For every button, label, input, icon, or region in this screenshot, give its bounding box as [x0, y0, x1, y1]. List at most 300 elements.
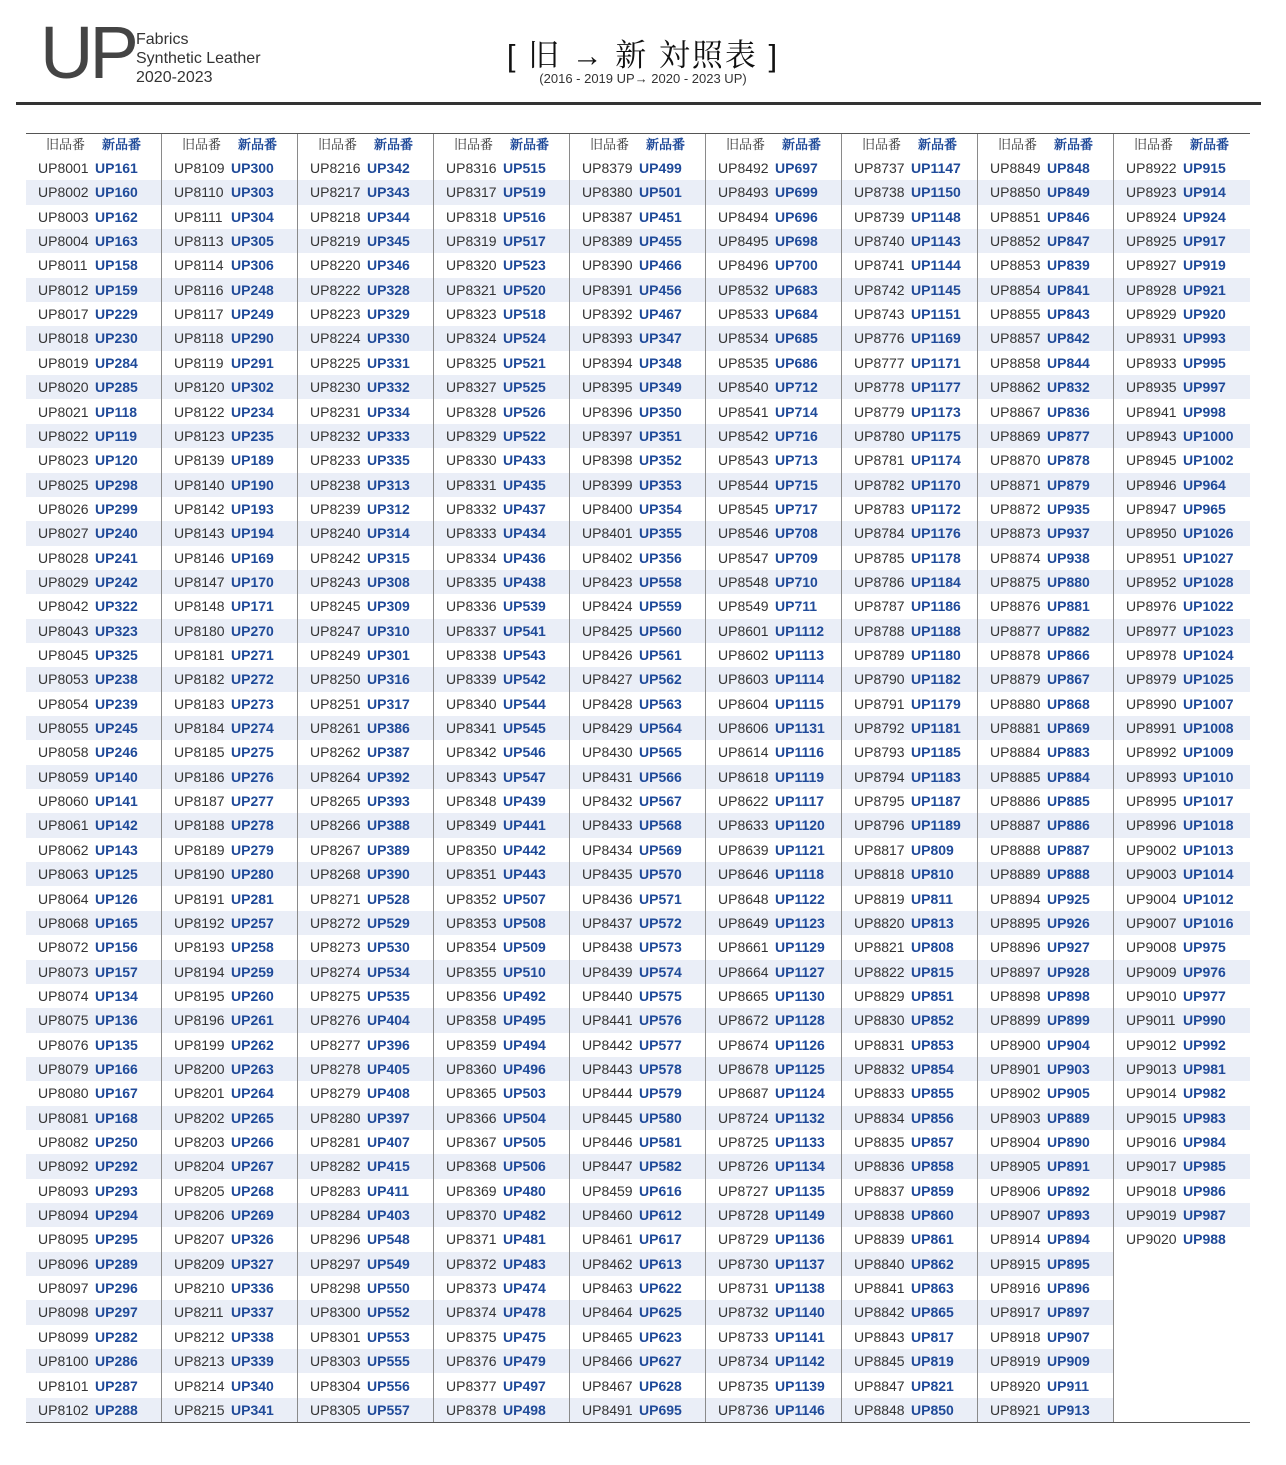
old-code: UP8788 — [854, 622, 905, 639]
table-row — [26, 253, 161, 277]
old-code: UP8243 — [310, 573, 361, 590]
old-code: UP8885 — [990, 768, 1041, 785]
new-code: UP331 — [367, 354, 410, 371]
table-row — [26, 400, 161, 424]
old-code: UP8888 — [990, 841, 1041, 858]
old-code: UP9014 — [1126, 1085, 1177, 1102]
table-row — [978, 813, 1113, 837]
new-code: UP441 — [503, 817, 546, 834]
new-code: UP336 — [231, 1280, 274, 1297]
header-old-code: 旧品番 — [454, 137, 494, 152]
table-row — [842, 253, 977, 277]
table-row — [26, 156, 161, 180]
old-code: UP8738 — [854, 184, 905, 201]
table-row — [434, 887, 569, 911]
new-code: UP194 — [231, 525, 274, 542]
new-code: UP935 — [1047, 500, 1090, 517]
new-code: UP163 — [95, 233, 138, 250]
column-header — [842, 134, 977, 156]
logo-line-material: Synthetic Leather — [136, 50, 261, 67]
table-row — [706, 838, 841, 862]
new-code: UP888 — [1047, 866, 1090, 883]
table-row — [978, 1203, 1113, 1227]
new-code: UP852 — [911, 1012, 954, 1029]
table-row — [706, 594, 841, 618]
new-code: UP267 — [231, 1158, 274, 1175]
table-row — [298, 813, 433, 837]
old-code: UP8375 — [446, 1328, 497, 1345]
new-code: UP134 — [95, 987, 138, 1004]
table-row — [978, 1325, 1113, 1349]
old-code: UP9010 — [1126, 987, 1177, 1004]
old-code: UP8977 — [1126, 622, 1177, 639]
new-code: UP1145 — [911, 281, 961, 298]
new-code: UP276 — [231, 768, 274, 785]
new-code: UP159 — [95, 281, 138, 298]
new-code: UP535 — [367, 987, 410, 1004]
old-code: UP8230 — [310, 379, 361, 396]
new-code: UP393 — [367, 793, 410, 810]
table-row — [434, 205, 569, 229]
table-row — [842, 692, 977, 716]
old-code: UP8854 — [990, 281, 1041, 298]
old-code: UP8380 — [582, 184, 633, 201]
table-row — [706, 911, 841, 935]
old-code: UP8335 — [446, 573, 497, 590]
new-code: UP348 — [639, 354, 682, 371]
old-code: UP8444 — [582, 1085, 633, 1102]
header-new-code: 新品番 — [1190, 137, 1230, 152]
table-row — [298, 278, 433, 302]
table-row — [298, 1154, 433, 1178]
old-code: UP8316 — [446, 160, 497, 176]
table-row — [26, 570, 161, 594]
table-row — [434, 400, 569, 424]
new-code: UP354 — [639, 500, 682, 517]
table-row — [706, 180, 841, 204]
old-code: UP8353 — [446, 914, 497, 931]
new-code: UP700 — [775, 257, 818, 274]
new-code: UP1124 — [775, 1085, 825, 1102]
old-code: UP8796 — [854, 817, 905, 834]
old-code: UP8101 — [38, 1377, 89, 1394]
old-code: UP8337 — [446, 622, 497, 639]
new-code: UP396 — [367, 1036, 410, 1053]
old-code: UP8649 — [718, 914, 769, 931]
new-code: UP1176 — [911, 525, 961, 542]
old-code: UP8360 — [446, 1060, 497, 1077]
old-code: UP8447 — [582, 1158, 633, 1175]
old-code: UP8018 — [38, 330, 89, 347]
old-code: UP8852 — [990, 233, 1041, 250]
table-row — [1114, 789, 1250, 813]
table-row — [26, 960, 161, 984]
old-code: UP8795 — [854, 793, 905, 810]
new-code: UP1184 — [911, 573, 961, 590]
table-row — [842, 1154, 977, 1178]
old-code: UP8778 — [854, 379, 905, 396]
old-code: UP8336 — [446, 598, 497, 615]
old-code: UP8183 — [174, 695, 225, 712]
table-row — [1114, 205, 1250, 229]
table-row — [706, 302, 841, 326]
table-row — [162, 1057, 297, 1081]
old-code: UP8303 — [310, 1353, 361, 1370]
new-code: UP280 — [231, 866, 274, 883]
old-code: UP8189 — [174, 841, 225, 858]
old-code: UP8867 — [990, 403, 1041, 420]
old-code: UP8277 — [310, 1036, 361, 1053]
old-code: UP8603 — [718, 671, 769, 688]
old-code: UP8661 — [718, 939, 769, 956]
new-code: UP329 — [367, 306, 410, 323]
old-code: UP8180 — [174, 622, 225, 639]
old-code: UP8222 — [310, 281, 361, 298]
old-code: UP8267 — [310, 841, 361, 858]
conversion-table — [26, 133, 1250, 1423]
table-row — [706, 643, 841, 667]
old-code: UP8463 — [582, 1280, 633, 1297]
old-code: UP9016 — [1126, 1134, 1177, 1150]
table-row — [1114, 594, 1250, 618]
new-code: UP886 — [1047, 817, 1090, 834]
table-row — [842, 229, 977, 253]
new-code: UP699 — [775, 184, 818, 201]
old-code: UP8897 — [990, 963, 1041, 980]
old-code: UP8272 — [310, 914, 361, 931]
table-row — [298, 984, 433, 1008]
table-row — [434, 765, 569, 789]
new-code: UP685 — [775, 330, 818, 347]
new-code: UP1180 — [911, 647, 961, 663]
table-row — [706, 984, 841, 1008]
table-row — [570, 1349, 705, 1373]
new-code: UP492 — [503, 987, 546, 1004]
old-code: UP8924 — [1126, 208, 1177, 225]
new-code: UP166 — [95, 1060, 138, 1077]
old-code: UP8540 — [718, 379, 769, 396]
new-code: UP264 — [231, 1085, 274, 1102]
table-row — [570, 887, 705, 911]
old-code: UP8332 — [446, 500, 497, 517]
table-row — [298, 1203, 433, 1227]
old-code: UP8325 — [446, 354, 497, 371]
new-code: UP437 — [503, 500, 546, 517]
old-code: UP8428 — [582, 695, 633, 712]
new-code: UP990 — [1183, 1012, 1226, 1029]
old-code: UP8207 — [174, 1231, 225, 1248]
old-code: UP8461 — [582, 1231, 633, 1248]
old-code: UP8391 — [582, 281, 633, 298]
new-code: UP1116 — [775, 744, 825, 761]
new-code: UP508 — [503, 914, 546, 931]
old-code: UP8996 — [1126, 817, 1177, 834]
table-row — [162, 1398, 297, 1422]
old-code: UP8880 — [990, 695, 1041, 712]
old-code: UP8952 — [1126, 573, 1177, 590]
new-code: UP981 — [1183, 1060, 1226, 1077]
old-code: UP8142 — [174, 500, 225, 517]
table-row — [434, 1203, 569, 1227]
old-code: UP8841 — [854, 1280, 905, 1297]
new-code: UP190 — [231, 476, 274, 493]
table-row — [706, 497, 841, 521]
new-code: UP341 — [231, 1401, 274, 1418]
header-old-code: 旧品番 — [726, 137, 766, 152]
new-code: UP498 — [503, 1401, 546, 1418]
header-new-code: 新品番 — [374, 137, 414, 152]
table-row — [162, 1374, 297, 1398]
table-row — [298, 1033, 433, 1057]
old-code: UP8282 — [310, 1158, 361, 1175]
new-code: UP1171 — [911, 354, 961, 371]
table-row — [570, 1398, 705, 1422]
new-code: UP1120 — [775, 817, 825, 834]
table-row — [1114, 302, 1250, 326]
table-row — [978, 1276, 1113, 1300]
old-code: UP8870 — [990, 452, 1041, 469]
table-row — [298, 619, 433, 643]
new-code: UP1188 — [911, 622, 961, 639]
table-row — [978, 765, 1113, 789]
old-code: UP8729 — [718, 1231, 769, 1248]
old-code: UP8622 — [718, 793, 769, 810]
old-code: UP9015 — [1126, 1109, 1177, 1126]
old-code: UP8389 — [582, 233, 633, 250]
table-row — [26, 935, 161, 959]
old-code: UP8842 — [854, 1304, 905, 1321]
new-code: UP885 — [1047, 793, 1090, 810]
header-divider — [16, 102, 1261, 105]
old-code: UP8020 — [38, 379, 89, 396]
table-row — [434, 1106, 569, 1130]
old-code: UP8001 — [38, 160, 89, 176]
table-row — [434, 1325, 569, 1349]
table-row — [978, 473, 1113, 497]
table-row — [706, 1154, 841, 1178]
table-row — [978, 716, 1113, 740]
old-code: UP9012 — [1126, 1036, 1177, 1053]
table-row — [842, 1325, 977, 1349]
old-code: UP8925 — [1126, 233, 1177, 250]
table-row — [978, 1398, 1113, 1422]
old-code: UP8342 — [446, 744, 497, 761]
old-code: UP8633 — [718, 817, 769, 834]
old-code: UP8185 — [174, 744, 225, 761]
old-code: UP8929 — [1126, 306, 1177, 323]
table-row — [434, 546, 569, 570]
new-code: UP548 — [367, 1231, 410, 1248]
new-code: UP1022 — [1183, 598, 1234, 615]
table-row — [842, 935, 977, 959]
new-code: UP1012 — [1183, 890, 1234, 907]
old-code: UP8542 — [718, 427, 769, 444]
new-code: UP1144 — [911, 257, 961, 274]
new-code: UP850 — [911, 1401, 954, 1418]
new-code: UP1141 — [775, 1328, 825, 1345]
new-code: UP878 — [1047, 452, 1090, 469]
old-code: UP8076 — [38, 1036, 89, 1053]
new-code: UP928 — [1047, 963, 1090, 980]
old-code: UP8532 — [718, 281, 769, 298]
table-row — [298, 253, 433, 277]
new-code: UP162 — [95, 208, 138, 225]
new-code: UP879 — [1047, 476, 1090, 493]
old-code: UP8240 — [310, 525, 361, 542]
old-code: UP8402 — [582, 549, 633, 566]
old-code: UP8495 — [718, 233, 769, 250]
new-code: UP1134 — [775, 1158, 825, 1175]
old-code: UP8492 — [718, 160, 769, 176]
new-code: UP986 — [1183, 1182, 1226, 1199]
new-code: UP317 — [367, 695, 410, 712]
new-code: UP342 — [367, 160, 410, 176]
old-code: UP8217 — [310, 184, 361, 201]
old-code: UP8297 — [310, 1255, 361, 1272]
old-code: UP8329 — [446, 427, 497, 444]
new-code: UP695 — [639, 1401, 682, 1418]
table-row — [978, 546, 1113, 570]
old-code: UP8011 — [38, 257, 88, 274]
new-code: UP821 — [911, 1377, 954, 1394]
old-code: UP8833 — [854, 1085, 905, 1102]
new-code: UP480 — [503, 1182, 546, 1199]
old-code: UP8687 — [718, 1085, 769, 1102]
new-code: UP261 — [231, 1012, 274, 1029]
old-code: UP8318 — [446, 208, 497, 225]
old-code: UP8397 — [582, 427, 633, 444]
new-code: UP501 — [639, 184, 682, 201]
table-row — [978, 1227, 1113, 1251]
old-code: UP8339 — [446, 671, 497, 688]
new-code: UP351 — [639, 427, 682, 444]
old-code: UP8547 — [718, 549, 769, 566]
table-row — [1114, 448, 1250, 472]
table-row — [570, 911, 705, 935]
old-code: UP8784 — [854, 525, 905, 542]
old-code: UP8097 — [38, 1280, 89, 1297]
old-code: UP8887 — [990, 817, 1041, 834]
table-row — [1114, 813, 1250, 837]
table-row — [570, 935, 705, 959]
table-row — [162, 716, 297, 740]
old-code: UP8365 — [446, 1085, 497, 1102]
old-code: UP8837 — [854, 1182, 905, 1199]
table-row — [162, 594, 297, 618]
new-code: UP843 — [1047, 306, 1090, 323]
new-code: UP525 — [503, 379, 546, 396]
old-code: UP8379 — [582, 160, 633, 176]
table-row — [26, 351, 161, 375]
table-row — [434, 229, 569, 253]
old-code: UP8232 — [310, 427, 361, 444]
new-code: UP286 — [95, 1353, 138, 1370]
old-code: UP8947 — [1126, 500, 1177, 517]
old-code: UP8493 — [718, 184, 769, 201]
table-row — [1114, 1227, 1250, 1251]
old-code: UP8733 — [718, 1328, 769, 1345]
new-code: UP313 — [367, 476, 410, 493]
table-row — [298, 156, 433, 180]
table-row — [706, 1227, 841, 1251]
table-row — [570, 1008, 705, 1032]
old-code: UP8900 — [990, 1036, 1041, 1053]
old-code: UP8889 — [990, 866, 1041, 883]
old-code: UP8549 — [718, 598, 769, 615]
new-code: UP248 — [231, 281, 274, 298]
table-row — [978, 960, 1113, 984]
logo-line-years: 2020-2023 — [136, 69, 213, 86]
new-code: UP868 — [1047, 695, 1090, 712]
table-row — [706, 1203, 841, 1227]
old-code: UP8793 — [854, 744, 905, 761]
table-row — [434, 643, 569, 667]
old-code: UP8247 — [310, 622, 361, 639]
table-row — [570, 740, 705, 764]
old-code: UP8851 — [990, 208, 1041, 225]
table-row — [706, 692, 841, 716]
old-code: UP8857 — [990, 330, 1041, 347]
old-code: UP8275 — [310, 987, 361, 1004]
old-code: UP8328 — [446, 403, 497, 420]
table-row — [978, 1033, 1113, 1057]
old-code: UP8330 — [446, 452, 497, 469]
old-code: UP8195 — [174, 987, 225, 1004]
table-row — [842, 667, 977, 691]
new-code: UP386 — [367, 720, 410, 737]
table-row — [162, 643, 297, 667]
old-code: UP8239 — [310, 500, 361, 517]
new-code: UP522 — [503, 427, 546, 444]
table-row — [162, 1081, 297, 1105]
new-code: UP157 — [95, 963, 138, 980]
table-row — [706, 1008, 841, 1032]
new-code: UP442 — [503, 841, 546, 858]
old-code: UP8182 — [174, 671, 225, 688]
table-row — [978, 1057, 1113, 1081]
old-code: UP8261 — [310, 720, 361, 737]
old-code: UP8003 — [38, 208, 89, 225]
page-subtitle: (2016 - 2019 UP→ 2020 - 2023 UP) — [539, 71, 747, 86]
table-row — [162, 887, 297, 911]
old-code: UP8734 — [718, 1353, 769, 1370]
old-code: UP8376 — [446, 1353, 497, 1370]
new-code: UP917 — [1183, 233, 1226, 250]
old-code: UP8193 — [174, 939, 225, 956]
old-code: UP8096 — [38, 1255, 89, 1272]
table-row — [434, 570, 569, 594]
old-code: UP8377 — [446, 1377, 497, 1394]
table-row — [570, 570, 705, 594]
old-code: UP8073 — [38, 963, 89, 980]
new-code: UP268 — [231, 1182, 274, 1199]
old-code: UP8440 — [582, 987, 633, 1004]
table-row — [434, 935, 569, 959]
table-row — [434, 1033, 569, 1057]
old-code: UP8341 — [446, 720, 497, 737]
old-code: UP8059 — [38, 768, 89, 785]
column-header — [162, 134, 297, 156]
old-code: UP8732 — [718, 1304, 769, 1321]
old-code: UP8533 — [718, 306, 769, 323]
old-code: UP8853 — [990, 257, 1041, 274]
new-code: UP809 — [911, 841, 954, 858]
table-row — [570, 180, 705, 204]
column-header — [706, 134, 841, 156]
old-code: UP8427 — [582, 671, 633, 688]
table-row — [298, 326, 433, 350]
old-code: UP8820 — [854, 914, 905, 931]
